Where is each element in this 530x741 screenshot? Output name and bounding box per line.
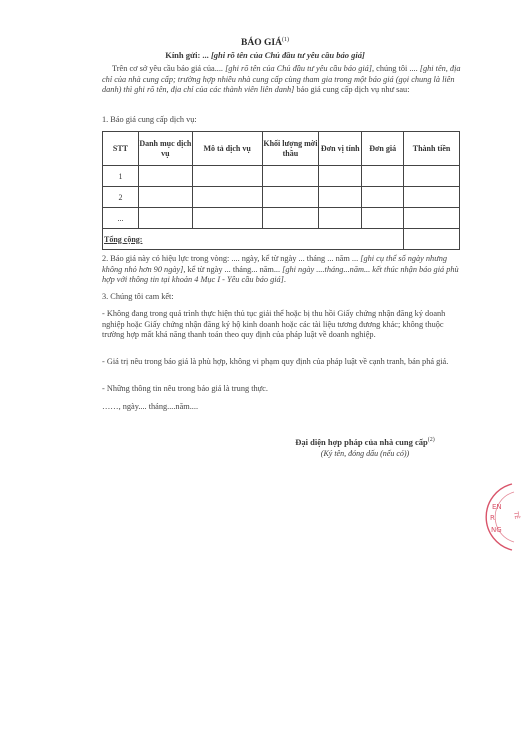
table-cell bbox=[362, 166, 404, 187]
validity-paragraph bbox=[102, 254, 462, 286]
commitment-1: - Không đang trong quá trình thực hiện thủ tục giải thể hoặc bị thu hồi Giấy chứng nhận đăng ký doanh nghiệp hoặc Giấy chứng nhận đăng ký hộ kinh doanh hoặc các tài liệu tương đương khác; không thuộc trường hợp mất khả năng thanh toán theo quy định của pháp luật về doanh nghiệp. bbox=[102, 309, 446, 340]
table-cell bbox=[319, 208, 362, 229]
intro-paragraph bbox=[102, 64, 462, 96]
table-row bbox=[103, 187, 460, 208]
header-unit-price: Đơn giá bbox=[362, 132, 404, 166]
intro-text-2: , chúng tôi .... bbox=[372, 64, 420, 73]
table-cell bbox=[192, 166, 262, 187]
table-row bbox=[103, 208, 460, 229]
validity-placeholder-1: [ghi cụ thể số ngày nhưng không nhỏ hơn 90 ngày] bbox=[102, 254, 448, 274]
intro-text-3: báo giá cung cấp dịch vụ như sau: bbox=[294, 85, 410, 95]
row-number: ... bbox=[103, 208, 139, 229]
signature-title bbox=[255, 437, 475, 447]
title-text: BÁO GIÁ bbox=[241, 38, 282, 49]
table-cell bbox=[192, 208, 262, 229]
table-cell bbox=[404, 187, 460, 208]
table-total-row bbox=[103, 229, 460, 250]
signature-title-text: Đại diện hợp pháp của nhà cung cấp bbox=[295, 437, 428, 447]
signature-footnote: (2) bbox=[427, 437, 435, 444]
header-service-category: Danh mục dịch vụ bbox=[138, 132, 192, 166]
svg-text:EN: EN bbox=[492, 503, 502, 511]
header-service-description: Mô tả dịch vụ bbox=[192, 132, 262, 166]
table-cell bbox=[319, 166, 362, 187]
table-cell bbox=[262, 208, 319, 229]
intro-placeholder-1: [ghi rõ tên của Chủ đầu tư yêu cầu báo giá] bbox=[225, 64, 373, 73]
red-seal-stamp bbox=[462, 482, 522, 552]
table-cell bbox=[319, 187, 362, 208]
table-cell bbox=[362, 187, 404, 208]
validity-placeholder-2: [ghi ngày ....tháng...năm... kết thúc nhận báo giá phù hợp với thông tin tại khoản 4 Mục I - Yêu cầu báo giá] bbox=[102, 264, 459, 285]
table-cell bbox=[262, 187, 319, 208]
greeting-placeholder: [ghi rõ tên của Chủ đầu tư yêu cầu báo giá] bbox=[210, 50, 365, 60]
header-unit: Đơn vị tính bbox=[319, 132, 362, 166]
title-footnote: (1) bbox=[281, 37, 289, 43]
intro-placeholder-2: [ghi tên, địa chỉ của nhà cung cấp; trường hợp nhiều nhà cung cấp cùng tham gia trong một báo giá (gọi chung là liên danh) thì ghi rõ tên, địa chỉ của các thành viên liên danh] bbox=[102, 64, 461, 95]
header-quantity: Khối lượng mời thầu bbox=[262, 132, 319, 166]
commitment-2: - Giá trị nêu trong báo giá là phù hợp, không vi phạm quy định của pháp luật về cạnh tranh, bán phá giá. bbox=[102, 357, 449, 366]
date-line: ……, ngày.... tháng....năm.... bbox=[102, 402, 199, 411]
table-header-row bbox=[103, 132, 460, 166]
table-cell bbox=[138, 166, 192, 187]
svg-text:TÊ: TÊ bbox=[512, 511, 521, 520]
header-stt: STT bbox=[103, 132, 139, 166]
row-number: 2 bbox=[103, 187, 139, 208]
greeting-line bbox=[0, 50, 530, 60]
table-cell bbox=[404, 208, 460, 229]
validity-text-2: , kể từ ngày ... tháng... năm... bbox=[183, 264, 283, 274]
intro-text-1: Trên cơ sở yêu cầu báo giá của.... bbox=[112, 64, 226, 73]
total-value bbox=[404, 229, 460, 250]
table-cell bbox=[138, 208, 192, 229]
table-cell bbox=[262, 166, 319, 187]
validity-text-1: 2. Báo giá này có hiệu lực trong vòng: .... ngày, kể từ ngày ... tháng ... năm ... bbox=[102, 254, 361, 263]
greeting-label: Kính gửi: ... bbox=[165, 50, 211, 60]
validity-text-3: . bbox=[283, 275, 286, 285]
table-row bbox=[103, 166, 460, 187]
row-number: 1 bbox=[103, 166, 139, 187]
table-cell bbox=[138, 187, 192, 208]
signature-subtitle: (Ký tên, đóng dấu (nếu có)) bbox=[320, 449, 410, 458]
commitment-3: - Những thông tin nêu trong báo giá là trung thực. bbox=[102, 384, 268, 393]
table-cell bbox=[404, 166, 460, 187]
total-label: Tổng cộng: bbox=[103, 229, 404, 250]
table-cell bbox=[192, 187, 262, 208]
section-3-heading: 3. Chúng tôi cam kết: bbox=[102, 292, 174, 301]
header-amount: Thành tiền bbox=[404, 132, 460, 166]
section-1-heading: 1. Báo giá cung cấp dịch vụ: bbox=[102, 115, 197, 124]
table-cell bbox=[362, 208, 404, 229]
quote-table bbox=[102, 131, 460, 250]
svg-text:R: R bbox=[490, 514, 495, 522]
svg-text:NG: NG bbox=[491, 526, 502, 534]
document-title bbox=[0, 37, 530, 48]
